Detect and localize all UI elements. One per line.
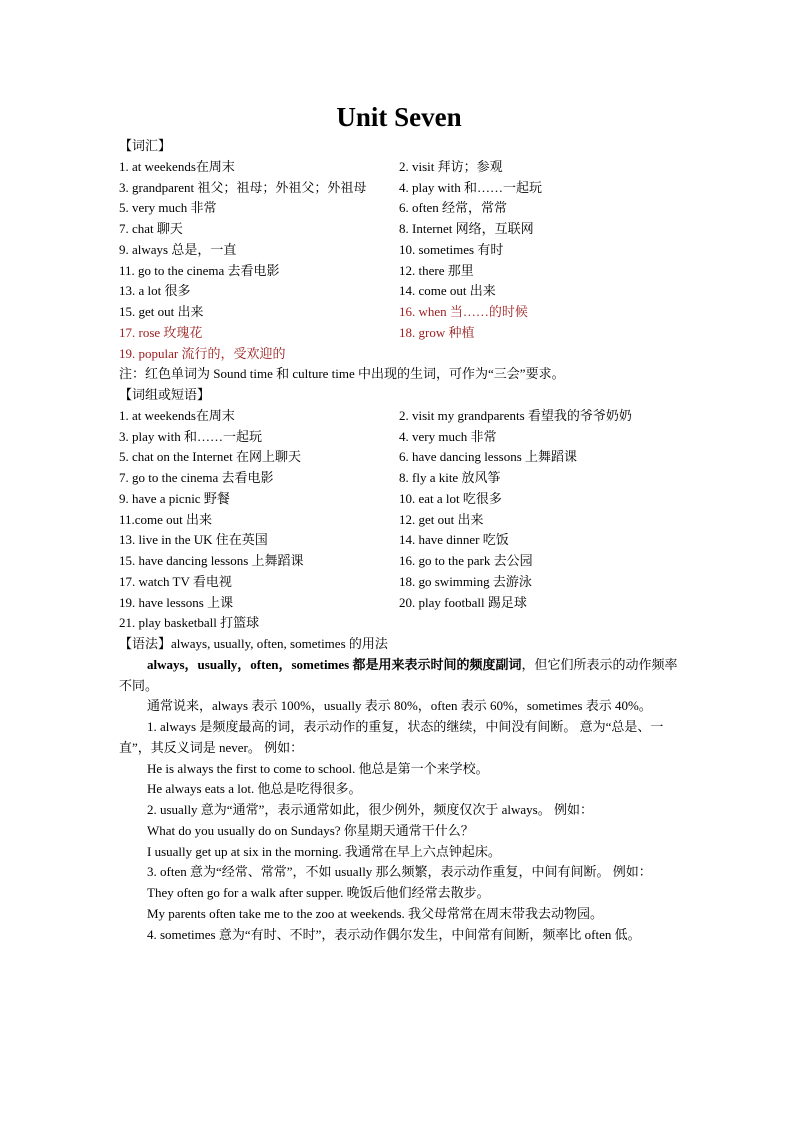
vocab-item: 14. come out 出来 [399,283,496,299]
phrase-item: 12. get out 出来 [399,511,484,527]
phrase-item: 8. fly a kite 放风筝 [399,470,501,485]
vocab-item-new-word: 17. rose 玫瑰花 [119,324,203,340]
grammar-heading: 【语法】always, usually, often, sometimes 的用法 [119,636,388,651]
grammar-point-always: 1. always 是频度最高的词，表示动作的重复，状态的继续，中间没有间断。 意为“总是、一直”，其反义词是 never。 例如： [119,719,664,755]
phrase-item: 4. very much 非常 [399,428,497,444]
vocab-item: 11. go to the cinema 去看电影 [119,262,280,278]
page-title: Unit Seven [336,102,462,132]
phrase-item: 6. have dancing lessons 上舞蹈课 [399,449,578,465]
vocab-note: 注：红色单词为 Sound time 和 culture time 中出现的生词，可作为“三会”要求。 [119,366,565,382]
phrase-item: 1. at weekends在周末 [119,407,235,423]
example-sentence: They often go for a walk after supper. 晚饭后他们经常去散步。 [147,885,490,900]
phrase-item: 17. watch TV 看电视 [119,573,232,589]
vocab-heading: 【词汇】 [119,138,172,153]
phrase-item: 5. chat on the Internet 在网上聊天 [119,449,301,465]
vocab-item: 8. Internet 网络，互联网 [399,221,534,236]
grammar-point-often: 3. often 意为“经常、常常”，不如 usually 那么频繁，表示动作重复，中间有间断。 例如： [147,864,652,880]
grammar-intro-rest: ，但它们所表示的动作频率不同。 [119,656,678,693]
vocab-item: 5. very much 非常 [119,200,217,216]
phrase-item: 16. go to the park 去公园 [399,553,533,568]
example-sentence: What do you usually do on Sundays? 你星期天通常干什么？ [147,822,474,838]
grammar-intro-bold: always，usually，often，sometimes 都是用来表示时间的频度副词 [147,656,522,672]
phrase-item: 11.come out 出来 [119,511,213,527]
vocab-item-new-word: 16. when 当……的时候 [399,304,528,319]
phrase-item: 20. play football 踢足球 [399,594,527,610]
phrase-item: 15. have dancing lessons 上舞蹈课 [119,553,304,568]
phrase-item: 2. visit my grandparents 看望我的爷爷奶奶 [399,407,632,423]
vocab-item: 10. sometimes 有时 [399,241,504,257]
vocab-item: 13. a lot 很多 [119,283,191,299]
grammar-intro [119,655,679,697]
phrase-item: 7. go to the cinema 去看电影 [119,470,274,485]
phrase-item: 18. go swimming 去游泳 [399,573,532,589]
vocab-item: 6. often 经常，常常 [399,200,507,216]
example-sentence: He always eats a lot. 他总是吃得很多。 [147,781,362,797]
vocab-item-new-word: 19. popular 流行的，受欢迎的 [119,345,286,361]
example-sentence: I usually get up at six in the morning. 我通常在早上六点钟起床。 [147,843,501,859]
vocab-item: 9. always 总是，一直 [119,241,237,257]
vocab-item: 2. visit 拜访；参观 [399,158,503,174]
vocab-item: 1. at weekends在周末 [119,158,235,174]
phrases-list [119,406,679,634]
grammar-point-usually: 2. usually 意为“通常”，表示通常如此，很少例外，频度仅次于 always。 例如： [147,802,593,817]
vocab-list [119,157,679,365]
example-sentence: He is always the first to come to school. 他总是第一个来学校。 [147,760,489,776]
phrase-item: 9. have a picnic 野餐 [119,490,230,506]
vocab-item: 7. chat 聊天 [119,221,183,236]
phrase-item: 10. eat a lot 吃很多 [399,490,502,506]
vocab-item: 4. play with 和……一起玩 [399,179,542,195]
document-page [119,100,679,945]
phrase-item: 14. have dinner 吃饭 [399,532,509,548]
phrases-heading: 【词组或短语】 [119,387,211,402]
phrase-item: 19. have lessons 上课 [119,594,234,610]
vocab-item: 3. grandparent 祖父；祖母；外祖父；外祖母 [119,179,367,195]
phrase-item: 21. play basketball 打篮球 [119,615,260,631]
grammar-point-sometimes: 4. sometimes 意为“有时、不时”，表示动作偶尔发生，中间常有间断，频率比 often 低。 [147,926,641,942]
phrase-item: 3. play with 和……一起玩 [119,428,262,444]
vocab-item-new-word: 18. grow 种植 [399,324,475,340]
grammar-percent: 通常说来，always 表示 100%，usually 表示 80%，often 表示 60%，sometimes 表示 40%。 [147,698,652,714]
vocab-item: 15. get out 出来 [119,304,204,319]
vocab-item: 12. there 那里 [399,262,474,278]
phrase-item: 13. live in the UK 住在英国 [119,532,268,548]
example-sentence: My parents often take me to the zoo at weekends. 我父母常常在周末带我去动物园。 [147,905,603,921]
